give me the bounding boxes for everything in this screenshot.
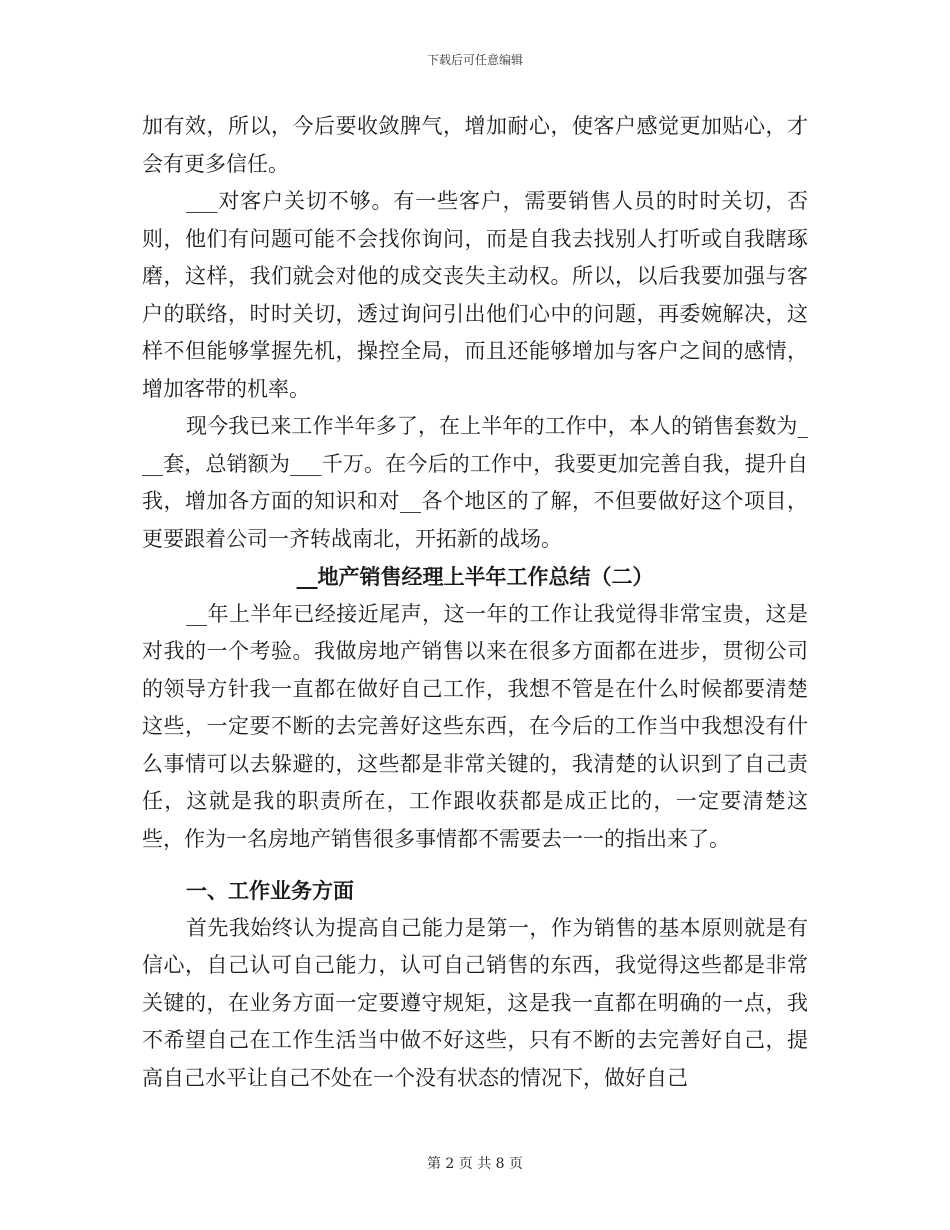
- paragraph-business: 首先我始终认为提高自己能力是第一，作为销售的基本原则就是有信心，自己认可自己能力，认可自己销售的东西，我觉得这些都是非常关键的，在业务方面一定要遵守规矩，这是我一直都在明确的一点，我不希望自己在工作生活当中做不好这些，只有不断的去完善好自己，提高自己水平让自己不处在一个没有状态的情况下，做好自己: [142, 915, 808, 1090]
- page-number-footer: 第 2 页 共 8 页: [426, 1156, 524, 1172]
- paragraph-continuation: 加有效，所以，今后要收敛脾气，增加耐心，使客户感觉更加贴心，才会有更多信任。: [142, 114, 808, 176]
- paragraph-intro: __年上半年已经接近尾声，这一年的工作让我觉得非常宝贵，这是对我的一个考验。我做房地产销售以来在很多方面都在进步，贯彻公司的领导方针我一直都在做好自己工作，我想不管是在什么时候都要清楚这些，一定要不断的去完善好这些东西，在今后的工作当中我想没有什么事情可以去躲避的，这些都是非常关键的，我清楚的认识到了自己责任，这就是我的职责所在，工作跟收获都是成正比的，一定要清楚这些，作为一名房地产销售很多事情都不需要去一一的指出来了。: [142, 601, 808, 851]
- paragraph-customer-care: ___对客户关切不够。有一些客户，需要销售人员的时时关切，否则，他们有问题可能不会找你询问，而是自我去找别人打听或自我瞎琢磨，这样，我们就会对他的成交丧失主动权。所以，以后我要加强与客户的联络，时时关切，透过询问引出他们心中的问题，再委婉解决，这样不但能够掌握先机，操控全局，而且还能够增加与客户之间的感情，增加客带的机率。: [142, 189, 808, 401]
- section-heading-business: 一、工作业务方面: [186, 878, 354, 903]
- document-section-title: __地产销售经理上半年工作总结（二）: [296, 564, 654, 589]
- document-body: [142, 108, 808, 1097]
- page-header-note: 下载后可任意编辑: [426, 53, 523, 67]
- paragraph-sales-summary: 现今我已来工作半年多了，在上半年的工作中，本人的销售套数为___套，总销额为___千万。在今后的工作中，我要更加完善自我，提升自我，增加各方面的知识和对__各个地区的了解，不但要做好这个项目，更要跟着公司一齐转战南北，开拓新的战场。: [142, 414, 808, 551]
